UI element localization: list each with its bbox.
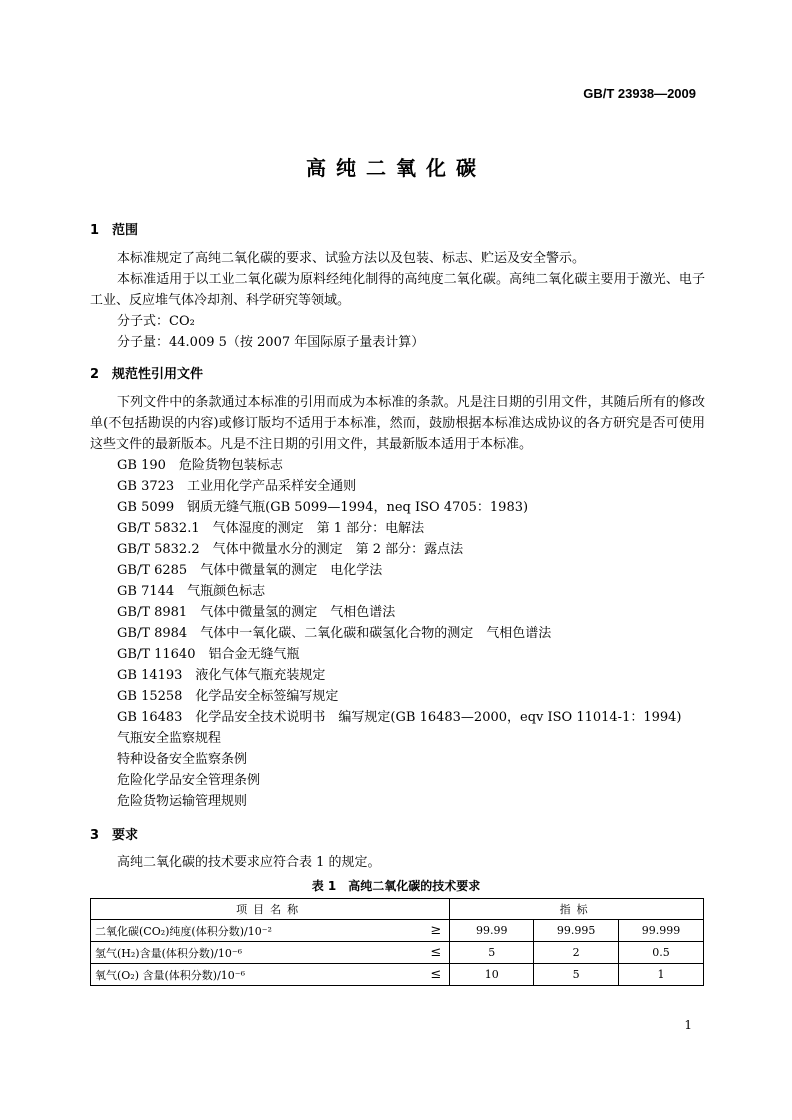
technical-requirements-table <box>90 898 704 986</box>
scope-paragraph-1: 本标准规定了高纯二氧化碳的要求、试验方法以及包装、标志、贮运及安全警示。 <box>117 251 586 266</box>
page-number: 1 <box>684 1018 692 1032</box>
reference-item: GB 15258 化学品安全标签编写规定 <box>117 689 339 704</box>
document-title: 高纯二氧化碳 <box>306 156 486 180</box>
section-number: 1 <box>90 223 100 238</box>
row-value: 99.99 <box>450 920 534 942</box>
section-1-heading <box>90 219 138 238</box>
row-symbol: ≤ <box>420 942 450 964</box>
header-item-name: 项目名称 <box>91 899 450 920</box>
section-number: 3 <box>90 828 100 843</box>
reference-item: GB/T 5832.2 气体中微量水分的测定 第 2 部分：露点法 <box>117 542 464 557</box>
reference-item: GB/T 8984 气体中一氧化碳、二氧化碳和碳氢化合物的测定 气相色谱法 <box>117 626 552 641</box>
table-row <box>91 964 704 986</box>
reference-item: 危险化学品安全管理条例 <box>117 773 261 788</box>
row-value: 2 <box>534 942 619 964</box>
row-value: 10 <box>450 964 534 986</box>
row-value: 0.5 <box>619 942 704 964</box>
reference-item: GB 190 危险货物包装标志 <box>117 458 283 473</box>
reference-item: 特种设备安全监察条例 <box>117 752 248 767</box>
section-number: 2 <box>90 367 100 382</box>
reference-item: GB 3723 工业用化学产品采样安全通则 <box>117 479 357 494</box>
section-3-heading <box>90 824 138 843</box>
header-indicator: 指标 <box>450 899 704 920</box>
row-value: 99.995 <box>534 920 619 942</box>
molecular-weight: 分子量：44.009 5（按 2007 年国际原子量表计算） <box>117 335 425 350</box>
row-value: 5 <box>450 942 534 964</box>
row-value: 5 <box>534 964 619 986</box>
section-title: 规范性引用文件 <box>112 367 204 382</box>
table-header-row <box>91 899 704 920</box>
row-item: 氧气(O₂) 含量(体积分数)/10⁻⁶ <box>91 964 420 986</box>
row-value: 99.999 <box>619 920 704 942</box>
table-row <box>91 920 704 942</box>
row-item: 二氧化碳(CO₂)纯度(体积分数)/10⁻² <box>91 920 420 942</box>
row-symbol: ≥ <box>420 920 450 942</box>
requirements-intro: 高纯二氧化碳的技术要求应符合表 1 的规定。 <box>117 855 381 870</box>
reference-item: GB/T 11640 铝合金无缝气瓶 <box>117 647 300 662</box>
reference-item: 危险货物运输管理规则 <box>117 794 248 809</box>
section-title: 范围 <box>112 223 139 238</box>
reference-item: GB 5099 钢质无缝气瓶(GB 5099—1994，neq ISO 4705：1983) <box>117 500 529 515</box>
section-title: 要求 <box>112 828 139 843</box>
reference-item: GB/T 6285 气体中微量氧的测定 电化学法 <box>117 563 383 578</box>
row-symbol: ≤ <box>420 964 450 986</box>
reference-item: 气瓶安全监察规程 <box>117 731 222 746</box>
row-value: 1 <box>619 964 704 986</box>
scope-paragraph-2: 本标准适用于以工业二氧化碳为原料经纯化制得的高纯度二氧化碳。高纯二氧化碳主要用于激光、电子工业、反应堆气体冷却剂、科学研究等领域。 <box>90 272 705 308</box>
reference-item: GB 7144 气瓶颜色标志 <box>117 584 266 599</box>
table-caption: 表 1 高纯二氧化碳的技术要求 <box>311 879 481 893</box>
references-intro: 下列文件中的条款通过本标准的引用而成为本标准的条款。凡是注日期的引用文件，其随后所有的修改单(不包括勘误的内容)或修订版均不适用于本标准，然而，鼓励根据本标准达成协议的各方研究是否可使用这些文件的最新版本。凡是不注日期的引用文件，其最新版本适用于本标准。 <box>90 395 705 452</box>
reference-item: GB 14193 液化气体气瓶充装规定 <box>117 668 326 683</box>
reference-item: GB/T 8981 气体中微量氢的测定 气相色谱法 <box>117 605 396 620</box>
table-row <box>91 942 704 964</box>
section-2-heading <box>90 363 203 382</box>
standard-code: GB/T 23938—2009 <box>583 86 696 101</box>
row-item: 氢气(H₂)含量(体积分数)/10⁻⁶ <box>91 942 420 964</box>
molecular-formula: 分子式：CO₂ <box>117 314 195 329</box>
reference-item: GB 16483 化学品安全技术说明书 编写规定(GB 16483—2000，eqv ISO 11014-1：1994) <box>117 710 682 725</box>
reference-item: GB/T 5832.1 气体湿度的测定 第 1 部分：电解法 <box>117 521 425 536</box>
